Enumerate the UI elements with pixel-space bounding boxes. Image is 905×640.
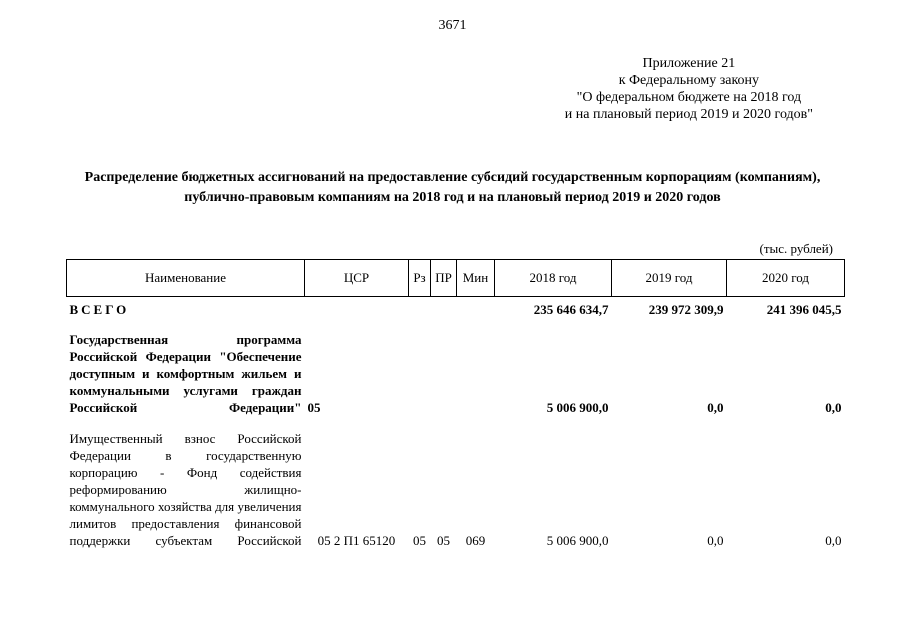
header-csr: ЦСР bbox=[305, 260, 409, 297]
row-2018: 5 006 900,0 bbox=[546, 533, 609, 548]
row-2020: 0,0 bbox=[825, 400, 842, 415]
row-2020: 0,0 bbox=[825, 533, 842, 548]
units-label: (тыс. рублей) bbox=[759, 241, 833, 256]
appendix-line-1: Приложение 21 bbox=[642, 56, 736, 71]
appendix-line-4: и на плановый период 2019 и 2020 годов" bbox=[564, 107, 813, 122]
row-name: Имущественный взнос Российской Федерации в государственную корпорацию - Фонд содействия реформированию жилищно-коммунального хозяйства для увеличения лимитов предоставления финансовой поддержки субъектам Российской bbox=[69, 431, 302, 548]
row-csr: 05 2 П1 65120 bbox=[317, 533, 396, 548]
row-name: Государственная программа Российской Федерации "Обеспечение доступным и комфортным жильем и коммунальными услугами граждан Российской Федерации" bbox=[69, 332, 302, 415]
total-rz bbox=[409, 297, 431, 324]
row-2019: 0,0 bbox=[707, 533, 724, 548]
total-2019: 239 972 309,9 bbox=[648, 302, 724, 317]
total-2020: 241 396 045,5 bbox=[766, 302, 842, 317]
header-min: Мин bbox=[457, 260, 495, 297]
header-name: Наименование bbox=[67, 260, 305, 297]
appendix-line-3: "О федеральном бюджете на 2018 год bbox=[576, 90, 802, 105]
total-csr bbox=[305, 297, 409, 324]
document-title: Распределение бюджетных ассигнований на предоставление субсидий государственным корпорациям (компаниям), публично-правовым компаниям на 2018 год и на плановый период 2019 и 2020 годов bbox=[84, 170, 821, 205]
header-2019: 2019 год bbox=[612, 260, 727, 297]
total-pr bbox=[431, 297, 457, 324]
header-rz: Рз bbox=[409, 260, 431, 297]
budget-table bbox=[66, 259, 845, 549]
appendix-header bbox=[565, 55, 813, 123]
table-row bbox=[67, 416, 845, 549]
page-number: 3671 bbox=[438, 18, 467, 33]
row-min: 069 bbox=[465, 533, 486, 548]
table-header-row bbox=[67, 260, 845, 297]
header-pr: ПР bbox=[431, 260, 457, 297]
row-pr: 05 bbox=[437, 533, 450, 548]
row-rz: 05 bbox=[413, 533, 426, 548]
table-row-total bbox=[67, 297, 845, 324]
header-2020: 2020 год bbox=[727, 260, 845, 297]
total-label: ВСЕГО bbox=[69, 302, 130, 317]
total-min bbox=[457, 297, 495, 324]
row-rz bbox=[409, 323, 431, 416]
row-pr bbox=[431, 323, 457, 416]
row-2018: 5 006 900,0 bbox=[546, 400, 609, 415]
row-2019: 0,0 bbox=[707, 400, 724, 415]
appendix-line-2: к Федеральному закону bbox=[618, 73, 760, 88]
row-csr: 05 bbox=[307, 400, 321, 415]
table-row bbox=[67, 323, 845, 416]
header-2018: 2018 год bbox=[495, 260, 612, 297]
total-2018: 235 646 634,7 bbox=[533, 302, 609, 317]
row-min bbox=[457, 323, 495, 416]
